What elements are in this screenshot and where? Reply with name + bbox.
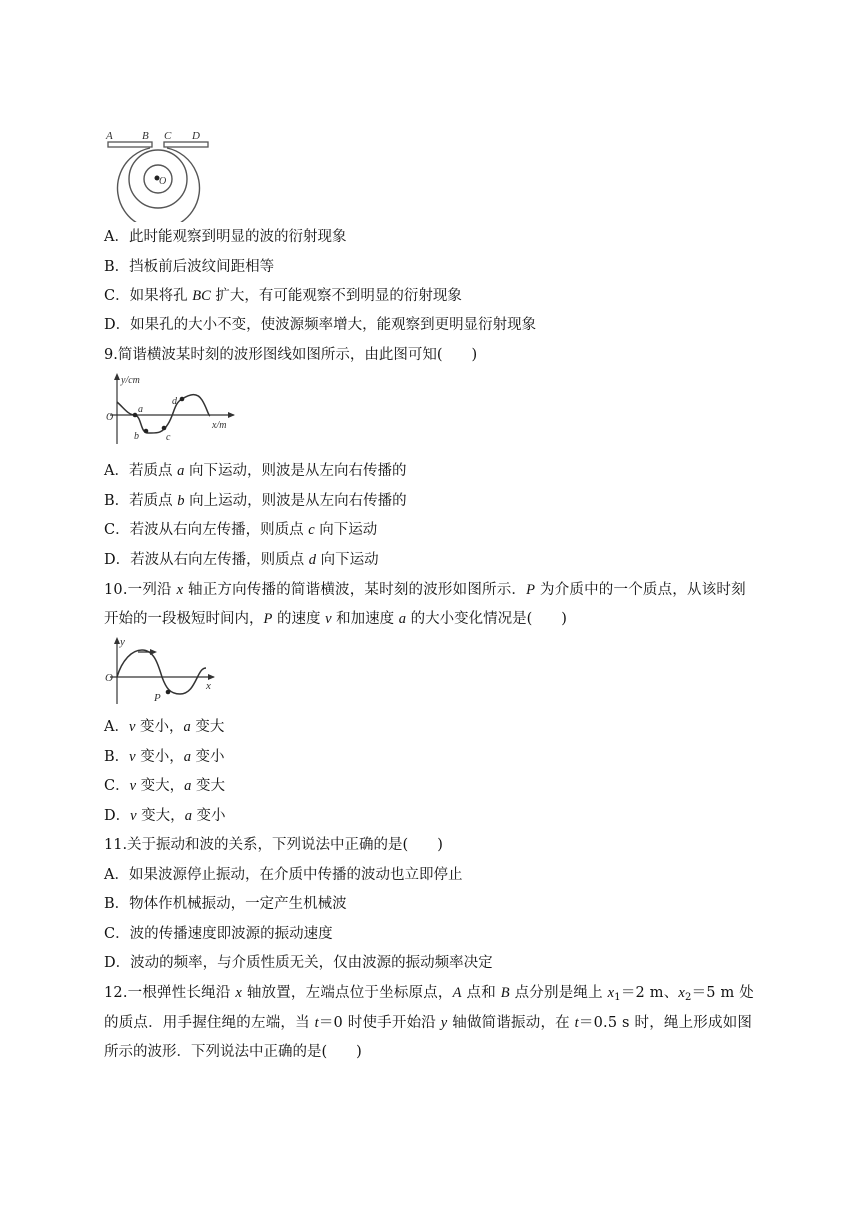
label-B: B (142, 130, 149, 142)
point-d-label: d (172, 396, 177, 407)
label-A: A (106, 130, 113, 142)
origin-label: O (106, 412, 114, 423)
q12-stem-line2: 的质点．用手握住绳的左端，当 t＝0 时使手开始沿 y 轴做简谐振动，在 t＝0.5 s 时，绳上形成如图 (104, 1015, 753, 1031)
point-b-label: b (134, 431, 139, 442)
label-D: D (192, 130, 200, 142)
q8-option-a: A．此时能观察到明显的波的衍射现象 (104, 229, 347, 245)
point-c-label: c (166, 432, 171, 443)
q8-option-d: D．如果孔的大小不变，使波源频率增大，能观察到更明显衍射现象 (104, 317, 537, 333)
q11-option-c: C．波的传播速度即波源的振动速度 (104, 926, 333, 942)
point-P-label: P (154, 692, 161, 704)
label-C: C (164, 130, 172, 142)
figure-q9-waveform (102, 370, 242, 448)
q12-stem-line3: 所示的波形．下列说法中正确的是( ) (104, 1044, 362, 1060)
q11-stem: 11.关于振动和波的关系，下列说法中正确的是( ) (104, 837, 443, 853)
q9-option-a: A．若质点 a 向下运动，则波是从左向右传播的 (104, 463, 407, 479)
q8-option-b: B．挡板前后波纹间距相等 (104, 259, 275, 275)
barrier-right (164, 142, 208, 147)
q10-option-b: B．v 变小，a 变小 (104, 749, 225, 765)
origin-label: O (105, 672, 113, 684)
y-axis-label: y/cm (121, 375, 140, 386)
q10-option-d: D．v 变大，a 变小 (104, 808, 226, 824)
q10-option-c: C．v 变大，a 变大 (104, 778, 226, 794)
q12-stem-line1: 12.一根弹性长绳沿 x 轴放置，左端点位于坐标原点，A 点和 B 点分别是绳上 $x_1=2$ m、$x_2=5$ m 处 (104, 985, 755, 1003)
q10-stem-line2: 开始的一段极短时间内，P 的速度 v 和加速度 a 的大小变化情况是( ) (104, 611, 567, 627)
q11-option-d: D．波动的频率，与介质性质无关，仅由波源的振动频率决定 (104, 955, 493, 971)
q8-option-c: C．如果将孔 BC 扩大，有可能观察不到明显的衍射现象 (104, 288, 462, 304)
label-O: O (159, 176, 167, 187)
q11-option-b: B．物体作机械振动，一定产生机械波 (104, 896, 347, 912)
barrier-left (108, 142, 152, 147)
point-b (144, 429, 149, 434)
point-a-label: a (138, 404, 143, 415)
point-a (133, 413, 138, 418)
point-d (180, 397, 185, 402)
q9-option-d: D．若波从右向左传播，则质点 d 向下运动 (104, 552, 379, 568)
q9-stem: 9.简谐横波某时刻的波形图线如图所示，由此图可知( ) (104, 347, 478, 363)
q11-option-a: A．如果波源停止振动，在介质中传播的波动也立即停止 (104, 867, 463, 883)
figure-q8-barrier-waves (100, 126, 230, 222)
q10-stem-line1: 10.一列沿 x 轴正方向传播的简谐横波，某时刻的波形如图所示．P 为介质中的一个质点，从该时刻 (104, 582, 746, 598)
q9-option-b: B．若质点 b 向上运动，则波是从左向右传播的 (104, 493, 407, 509)
x-axis-label: x (206, 680, 211, 692)
wave-curve (117, 650, 206, 694)
y-axis-label: y (120, 636, 125, 648)
figure-q10-waveform (102, 632, 226, 708)
x-axis-arrow (228, 412, 235, 418)
x-axis-label: x/m (212, 420, 227, 431)
point-P (166, 690, 171, 695)
point-c (162, 426, 167, 431)
y-axis-arrow (114, 373, 120, 380)
q10-option-a: A．v 变小，a 变大 (104, 719, 225, 735)
q9-option-c: C．若波从右向左传播，则质点 c 向下运动 (104, 522, 378, 538)
